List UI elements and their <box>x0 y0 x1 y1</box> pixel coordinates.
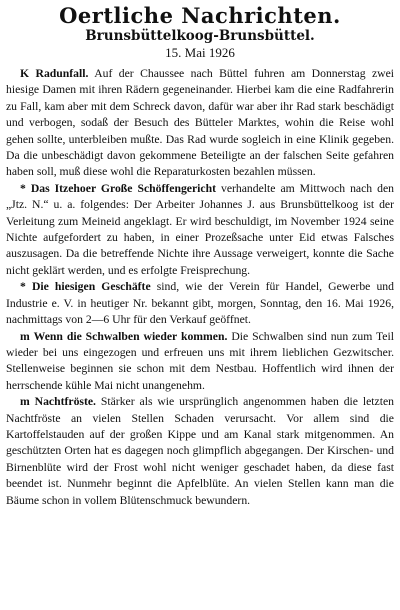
section-subtitle: Brunsbüttelkoog-Brunsbüttel. <box>85 28 315 44</box>
article-body: verhandelte am Mittwoch nach den „Jtz. N.“ u. a. folgendes: Der Arbeiter Johannes J. aus Brunsbüttelkoog ist der Verleitung zum Meineid angeklagt. Er wird beschuldigt, im November 1924 seine Nichte aufgefordert zu haben, in einer Prozeßsache unter Eid etwas Falsches auszusagen. Da die betreffende Nichte ihre Aussage verweigert, konnte die Sache nicht geklärt werden, und es erfolgte Freisprechung. <box>6 181 394 277</box>
article-headline: Nachtfröste. <box>34 395 96 409</box>
article-headline: Wenn die Schwalben wieder kommen. <box>33 329 228 343</box>
article-geschaefte <box>6 279 394 328</box>
article-marker: * <box>20 280 26 294</box>
article-schwalben <box>6 329 394 395</box>
article-marker: * <box>20 181 26 195</box>
article-body: Auf der Chaussee nach Büttel fuhren am Donnerstag zwei hiesige Damen mit ihren Rädern gegeneinander. Hierbei kam die eine Radfahrerin zu Fall, kam aber mit dem Schreck davon, dafür war aber ihr Rad stark beschädigt und verbogen, sodaß der Besuch des Bütteler Marktes, wohin die Reise wohl gehen sollte, unterbleiben mußte. Das Rad wurde sogleich in eine Klinik gegeben. Da die unbeschädigt davon gekommene Beteiligte an der falschen Seite gefahren haben soll, muß diese wohl die Reparaturkosten bezahlen müssen. <box>6 67 395 179</box>
article-body: sind, wie der Verein für Handel, Gewerbe und Industrie e. V. in heutiger Nr. bekannt gibt, morgen, Sonntag, den 16. Mai 1926, nachmittags von 2—6 Uhr für den Verkauf geöffnet. <box>6 280 394 327</box>
article-headline: Die hiesigen Geschäfte <box>31 280 151 294</box>
article-marker: K <box>20 67 30 80</box>
article-headline: Radunfall. <box>35 67 89 80</box>
article-marker: m <box>20 329 30 343</box>
article-nachtfroeste <box>6 394 394 509</box>
article-marker: m <box>20 395 30 409</box>
article-radunfall <box>6 66 394 181</box>
article-headline: Das Itzehoer Große Schöffengericht <box>30 181 216 195</box>
article-schoeffengericht <box>6 181 394 279</box>
article-body: Stärker als wie ursprünglich angenommen haben die letzten Nachtfröste an vielen Stellen Schaden verursacht. Vor allem sind die Kartoffelstauden auf der großen Kippe und am Kanal stark mitgenommen. An geschützten Orten hat es dagegen noch glimpflich abgegangen. Der Kirschen- und Birnenblüte wird der Frost wohl nicht weniger geschadet haben, da diese fast beendet ist. Nunmehr beginnt die Apfelblüte. An vielen Stellen kann man die Bäume schon in vollem Blütenschmuck bewundern. <box>6 395 395 507</box>
issue-date: 15. Mai 1926 <box>165 45 235 60</box>
article-body: Die Schwalben sind nun zum Teil wieder bei uns eingezogen und erfreuen uns mit ihrem lieblichen Gezwitscher. Stellenweise beginnen sie schon mit dem Nestbau. Hoffentlich wird ihnen der herrschende kühle Mai nicht unangenehm. <box>6 329 394 392</box>
section-title: Oertliche Nachrichten. <box>59 3 341 28</box>
